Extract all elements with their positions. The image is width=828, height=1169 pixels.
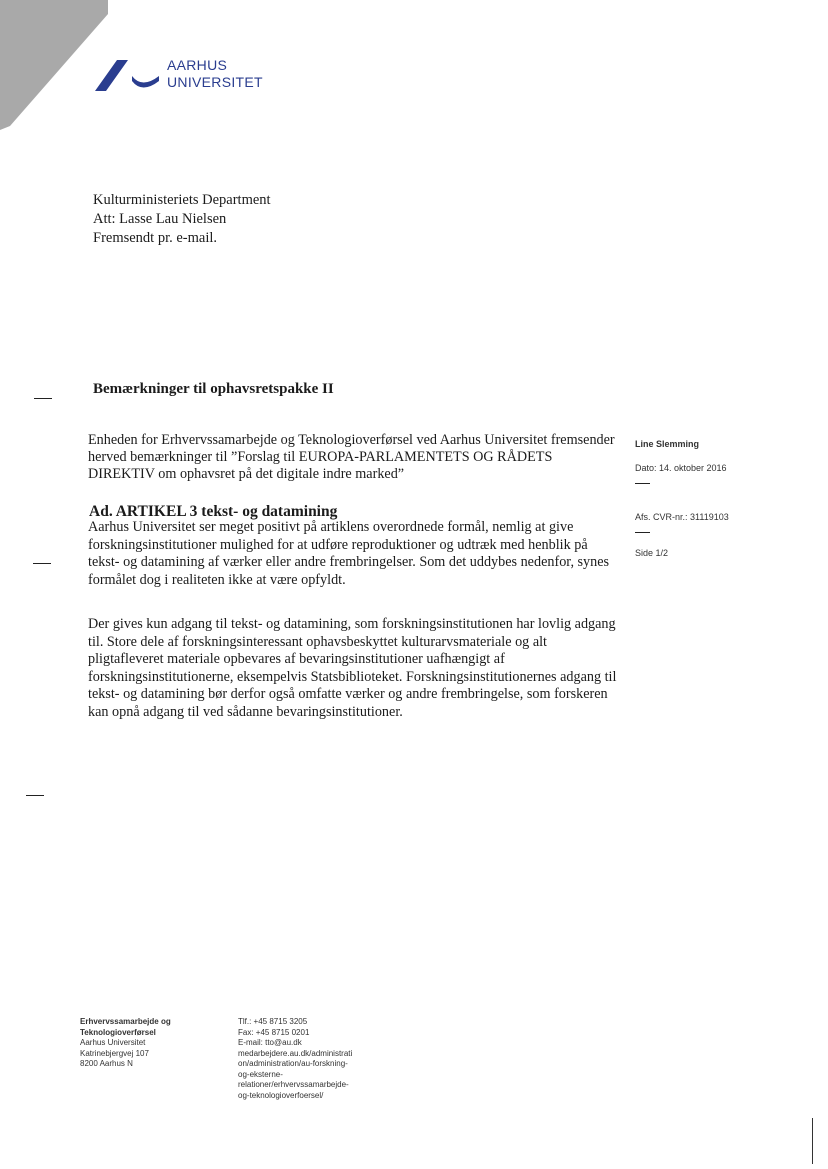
- fold-mark: [26, 795, 44, 796]
- intro-paragraph: Enheden for Erhvervssamarbejde og Teknologioverførsel ved Aarhus Universitet fremsender herved bemærkninger til ”Forslag til EUROPA-PARLAMENTETS OG RÅDETS DIREKTIV om ophavsret på det digitale indre marked”: [88, 432, 615, 482]
- footer-address: [80, 1017, 171, 1070]
- logo-line-aarhus: AARHUS: [167, 57, 228, 73]
- recipient-organisation: Kulturministeriets Department: [93, 192, 271, 208]
- recipient-attention: Att: Lasse Lau Nielsen: [93, 211, 227, 227]
- section-title: Ad. ARTIKEL 3 tekst- og datamining: [89, 503, 338, 520]
- section-paragraph-2: Der gives kun adgang til tekst- og datamining, som forskningsinstitutionen har lovlig adgang til. Store dele af forskningsinteressant ophavsbeskyttet kulturarvsmateriale og alt pligtafleveret materiale opbevares af bevaringsinstitutioner uafhængigt af forskningsinstitutionerne, eksempelvis Statsbiblioteket. Forskningsinstitutionernes adgang til tekst- og datamining bør derfor også omfatte værker og andre frembringelse, som forskeren kan opnå adgang til ved sådanne bevaringsinstitutioner.: [88, 616, 617, 720]
- footer-url-line: relationer/erhvervssamarbejde-: [238, 1080, 349, 1089]
- logo-line-universitet: UNIVERSITET: [167, 74, 263, 90]
- footer-url-line: og-eksterne-: [238, 1069, 283, 1079]
- footer-contact: [238, 1017, 352, 1101]
- footer-phone: Tlf.: +45 8715 3205: [238, 1017, 308, 1026]
- sender-name: Line Slemming: [635, 439, 700, 449]
- footer-url-line: medarbejdere.au.dk/administrati: [238, 1048, 353, 1058]
- footer-address-line: 8200 Aarhus N: [80, 1059, 133, 1068]
- footer-url-line: on/administration/au-forskning-: [238, 1059, 348, 1068]
- scan-edge-line: [812, 1118, 813, 1164]
- footer-org-line-2: Teknologioverførsel: [80, 1027, 156, 1037]
- au-logo-icon: [95, 56, 161, 92]
- logo-wordmark: [167, 57, 263, 91]
- sender-cvr: Afs. CVR-nr.: 31119103: [635, 512, 729, 522]
- fold-mark: [34, 398, 52, 399]
- delivery-note: Fremsendt pr. e-mail.: [93, 230, 218, 246]
- letter-date: Dato: 14. oktober 2016: [635, 463, 727, 473]
- footer-address-line: Aarhus Universitet: [80, 1038, 146, 1047]
- footer-org-line-1: Erhvervssamarbejde og: [80, 1017, 171, 1026]
- footer-url-line: og-teknologioverfoersel/: [238, 1090, 324, 1100]
- sidebar-divider: [635, 483, 650, 484]
- university-logo: [95, 56, 263, 92]
- section-paragraph-1: Aarhus Universitet ser meget positivt på artiklens overordnede formål, nemlig at give forskningsinstitutioner mulighed for at udføre reproduktioner og udtræk med henblik på tekst- og datamining af værker eller andre frembringelser. Som det uddybes nedenfor, synes formålet dog i realiteten ikke at være opfyldt.: [88, 519, 610, 588]
- page-number: Side 1/2: [635, 548, 669, 558]
- recipient-block: [93, 191, 271, 248]
- sidebar-divider: [635, 532, 650, 533]
- footer-address-line: Katrinebjergvej 107: [80, 1048, 149, 1058]
- footer-email: E-mail: tto@au.dk: [238, 1038, 302, 1047]
- letter-heading: Bemærkninger til ophavsretspakke II: [93, 381, 334, 397]
- fold-mark: [33, 563, 51, 564]
- footer-fax: Fax: +45 8715 0201: [238, 1027, 310, 1037]
